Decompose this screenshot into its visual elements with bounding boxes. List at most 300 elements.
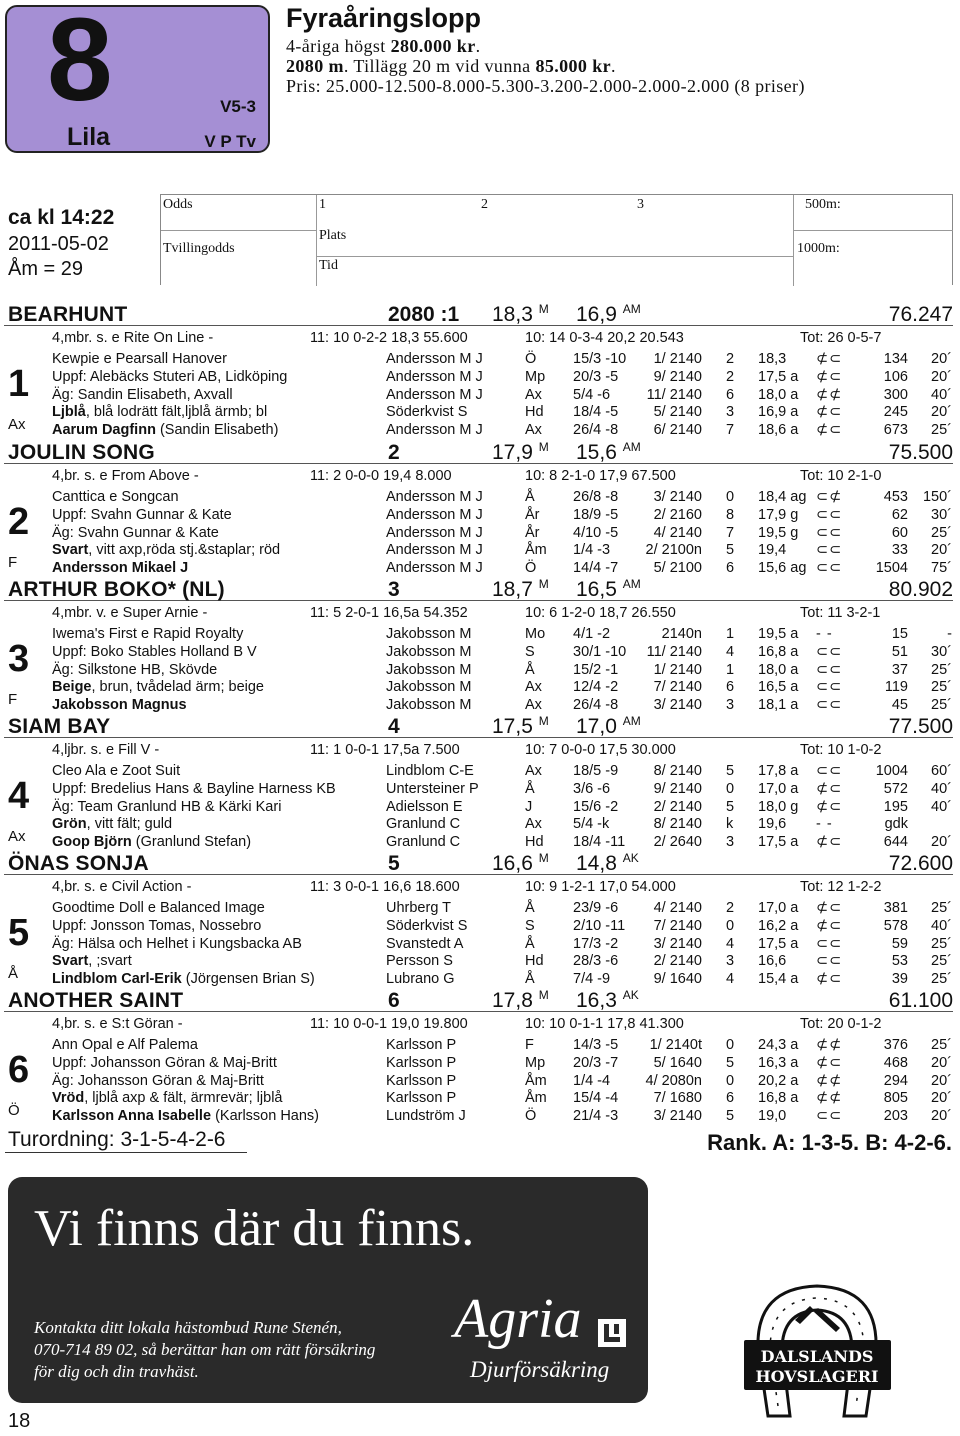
start-time: 18,0 a [758, 387, 799, 403]
start-distance: 3/ 2140 [653, 1108, 702, 1124]
horse-info-line: Iwema's First e Rapid Royalty [52, 626, 244, 642]
horse-stats-row [8, 605, 953, 623]
stats-last-year: 10: 7 0-0-0 17,5 30.000 [525, 742, 676, 758]
past-start-row [8, 404, 953, 422]
start-track: Å [525, 971, 535, 987]
start-track: Ö [525, 560, 537, 576]
start-placement: 5 [726, 763, 735, 779]
start-driver: Lindblom C-E [386, 763, 474, 779]
start-gait: ⊄⊄ [816, 387, 843, 403]
start-gait: ⊂⊂ [816, 679, 843, 695]
race-condition-2: 2080 m. Tillägg 20 m vid vunna 85.000 kr. [286, 56, 616, 76]
start-placement: 5 [726, 799, 735, 815]
race-title: Fyraåringslopp [286, 3, 482, 33]
start-prize: 25´ [931, 900, 952, 916]
start-gait: ⊄⊂ [816, 971, 843, 987]
start-gait: ⊂⊂ [816, 953, 843, 969]
start-odds: 45 [891, 697, 908, 713]
past-start-row [8, 1108, 953, 1126]
start-odds: 106 [883, 369, 908, 385]
race-condition-1: 4-åriga högst 280.000 kr. [286, 36, 481, 56]
start-track: Å [525, 781, 535, 797]
start-date: 15/3 -10 [573, 351, 627, 367]
place-1-label: 1 [319, 197, 326, 212]
start-number: 5 [8, 912, 30, 954]
start-number: 1 [8, 363, 30, 405]
start-distance: 9/ 2140 [653, 369, 702, 385]
start-date: 1/4 -4 [573, 1073, 611, 1089]
start-prize: 25´ [931, 662, 952, 678]
start-prize: 25´ [931, 525, 952, 541]
start-odds: 381 [883, 900, 908, 916]
start-distance: 3/ 2140 [653, 489, 702, 505]
past-start-row [8, 900, 953, 918]
start-odds: 62 [891, 507, 908, 523]
start-track: F [525, 1037, 534, 1053]
past-start-row [8, 936, 953, 954]
horse-info-line: Uppf: Boko Stables Holland B V [52, 644, 257, 660]
start-odds: gdk [884, 816, 908, 832]
start-driver: Andersson M J [386, 387, 483, 403]
start-placement: 4 [726, 644, 735, 660]
start-odds: 51 [891, 644, 908, 660]
race-code: V5-3 [220, 97, 256, 116]
shoe-code: Ax [8, 416, 26, 433]
horse-info-line: Ljblå, blå lodrätt fält,ljblå ärmb; bl [52, 404, 268, 420]
start-prize: 25´ [931, 953, 952, 969]
start-time: 18,0 g [758, 799, 799, 815]
horse-earnings: 77.500 [888, 715, 953, 738]
start-odds: 673 [883, 422, 908, 438]
start-prize: 20´ [931, 404, 952, 420]
past-start-row [8, 644, 953, 662]
start-distance: 8/ 2140 [653, 816, 702, 832]
start-distance: 11/ 2140 [646, 644, 702, 660]
start-gait: ⊄⊂ [816, 799, 843, 815]
start-placement: 6 [726, 679, 735, 695]
horse-record-2: 15,6 $^{AM}$ [576, 440, 641, 464]
start-track: S [525, 918, 535, 934]
horse-entry [8, 989, 953, 1123]
start-track: Ax [525, 387, 542, 403]
race-color: Lila [67, 123, 111, 151]
start-distance: 6/ 2140 [653, 422, 702, 438]
start-placement: 0 [726, 1073, 735, 1089]
logo-text-1: DALSLANDS [760, 1347, 874, 1366]
start-driver: Uhrberg T [386, 900, 452, 916]
start-prize: 25´ [931, 697, 952, 713]
start-placement: 4 [726, 936, 735, 952]
plats-label: Plats [319, 228, 347, 243]
horse-name: SIAM BAY [8, 715, 111, 738]
horse-info-line: Äg: Team Granlund HB & Kärki Kari [52, 799, 282, 815]
start-driver: Lubrano G [386, 971, 455, 987]
start-gait: ⊄⊄ [816, 1037, 843, 1053]
start-driver: Jakobsson M [386, 697, 472, 713]
start-time: 16,6 [758, 953, 787, 969]
start-date: 3/6 -6 [573, 781, 611, 797]
start-prize: 20´ [931, 1090, 952, 1106]
start-odds: 578 [883, 918, 908, 934]
start-placement: 6 [726, 387, 735, 403]
ad-slogan: Vi finns där du finns. [34, 1200, 475, 1257]
start-gait: ⊄⊂ [816, 422, 843, 438]
start-date: 18/4 -11 [573, 834, 626, 850]
start-placement: 5 [726, 1108, 735, 1124]
start-odds: 33 [891, 542, 908, 558]
start-driver: Söderkvist S [386, 404, 468, 420]
agria-logo-subtitle: Djurförsäkring [470, 1357, 610, 1382]
start-prize: 25´ [931, 1037, 952, 1053]
past-start-row [8, 679, 953, 697]
start-date: 18/9 -5 [573, 507, 619, 523]
start-prize: 40´ [931, 799, 952, 815]
start-placement: k [726, 816, 734, 832]
start-driver: Andersson M J [386, 560, 483, 576]
start-time: 24,3 a [758, 1037, 799, 1053]
past-start-row [8, 662, 953, 680]
start-time: 16,2 a [758, 918, 799, 934]
start-gait: ⊄⊂ [816, 1055, 843, 1071]
odds-grid [160, 194, 953, 285]
horse-record-2: 16,3 $^{AK}$ [576, 988, 639, 1012]
start-distance: 7/ 2140 [653, 918, 702, 934]
start-track: Mp [525, 369, 546, 385]
horse-info-line: Uppf: Alebäcks Stuteri AB, Lidköping [52, 369, 288, 385]
start-placement: 1 [726, 626, 735, 642]
horse-record-1: 17,9 $^M$ [492, 440, 549, 464]
start-distance: 9/ 1640 [653, 971, 702, 987]
start-prize: 30´ [931, 507, 952, 523]
start-date: 7/4 -9 [573, 971, 611, 987]
start-track: Mp [525, 1055, 546, 1071]
start-gait: ⊂⊂ [816, 662, 843, 678]
race-bet-types: V P Tv [204, 132, 256, 151]
start-date: 26/4 -8 [573, 697, 619, 713]
start-time: 17,5 a [758, 834, 799, 850]
start-prize: 75´ [931, 560, 952, 576]
tid-label: Tid [319, 258, 338, 273]
start-odds: 572 [883, 781, 908, 797]
start-gait: ⊄⊂ [816, 369, 843, 385]
start-distance: 5/ 2100 [653, 560, 702, 576]
start-gait: ⊂⊂ [816, 644, 843, 660]
past-start-row [8, 971, 953, 989]
start-odds: 53 [891, 953, 908, 969]
odds-label: Odds [163, 197, 193, 212]
horse-distance: 2 [388, 441, 400, 464]
past-start-row [8, 542, 953, 560]
start-time: 16,3 a [758, 1055, 799, 1071]
stats-current-year: 11: 2 0-0-0 19,4 8.000 [310, 468, 452, 484]
start-date: 26/4 -8 [573, 422, 619, 438]
start-time: 16,9 a [758, 404, 799, 420]
ranking: Rank. A: 1-3-5. B: 4-2-6. [707, 1130, 952, 1155]
start-track: Åm [525, 1090, 547, 1106]
race-date: 2011-05-02 [8, 233, 109, 255]
horse-info-line: Cleo Ala e Zoot Suit [52, 763, 181, 779]
start-driver: Karlsson P [386, 1037, 457, 1053]
horse-entry [8, 441, 953, 575]
horse-info-line: Äg: Svahn Gunnar & Kate [52, 525, 219, 541]
start-date: 21/4 -3 [573, 1108, 619, 1124]
horse-info-line: Andersson Mikael J [52, 560, 189, 576]
stats-last-year: 10: 8 2-1-0 17,9 67.500 [525, 468, 676, 484]
horse-info-line: Beige, brun, tvådelad ärm; beige [52, 679, 264, 695]
start-placement: 5 [726, 542, 735, 558]
horse-info-line: Svart, vitt axp,röda stj.&staplar; röd [52, 542, 281, 558]
start-odds: 134 [883, 351, 908, 367]
start-distance: 2/ 2100n [645, 542, 702, 558]
start-placement: 3 [726, 953, 735, 969]
start-placement: 1 [726, 662, 735, 678]
past-start-row [8, 626, 953, 644]
horse-entry [8, 715, 953, 849]
start-prize: 150´ [922, 489, 952, 505]
start-driver: Söderkvist S [386, 918, 468, 934]
start-gait: ⊂⊂ [816, 507, 843, 523]
start-number: 3 [8, 638, 30, 680]
start-time: 17,9 g [758, 507, 799, 523]
start-odds: 453 [883, 489, 908, 505]
start-time: 19,5 a [758, 626, 799, 642]
past-start-row [8, 953, 953, 971]
start-placement: 7 [726, 422, 735, 438]
start-driver: Untersteiner P [386, 781, 479, 797]
start-date: 15/2 -1 [573, 662, 619, 678]
start-time: 19,0 [758, 1108, 787, 1124]
horse-distance: 4 [388, 715, 400, 738]
start-distance: 8/ 2140 [653, 763, 702, 779]
ad-contact-text: Kontakta ditt lokala hästombud Rune Stenén, 070-714 89 02, så berättar han om rätt försäkring för dig och din travhäst. [34, 1318, 376, 1381]
shoe-code: F [8, 554, 18, 571]
shoe-code: Ax [8, 828, 26, 845]
start-odds: 300 [883, 387, 908, 403]
start-placement: 0 [726, 489, 735, 505]
start-date: 4/10 -5 [573, 525, 619, 541]
horse-entry [8, 852, 953, 986]
race-number-box [5, 0, 270, 153]
start-gait: ⊂⊄ [816, 489, 843, 505]
start-time: 15,4 a [758, 971, 799, 987]
stats-last-year: 10: 14 0-3-4 20,2 20.543 [525, 330, 684, 346]
start-prize: 25´ [931, 422, 952, 438]
start-odds: 805 [883, 1090, 908, 1106]
past-start-row [8, 799, 953, 817]
start-time: 17,0 a [758, 900, 799, 916]
start-time: 18,1 a [758, 697, 799, 713]
start-prize: - [947, 626, 952, 642]
past-start-row [8, 1073, 953, 1091]
horse-name: ÖNAS SONJA [8, 852, 149, 875]
start-placement: 2 [726, 351, 735, 367]
start-track: Åm [525, 1073, 547, 1089]
start-track: Åm [525, 542, 547, 558]
start-driver: Granlund C [386, 834, 461, 850]
start-gait: ⊄⊄ [816, 1090, 843, 1106]
horse-stats-row [8, 468, 953, 486]
start-time: 16,8 a [758, 644, 799, 660]
start-prize: 20´ [931, 1108, 952, 1124]
shoe-code: Ö [8, 1102, 20, 1119]
horse-stats-row [8, 879, 953, 897]
start-date: 20/3 -7 [573, 1055, 619, 1071]
start-track: Ax [525, 679, 542, 695]
start-date: 17/3 -2 [573, 936, 619, 952]
hovslageri-logo [740, 1278, 895, 1423]
start-distance: 2/ 2140 [653, 953, 702, 969]
horse-distance: 5 [388, 852, 400, 875]
start-driver: Persson S [386, 953, 453, 969]
start-track: Å [525, 900, 535, 916]
start-prize: 20´ [931, 369, 952, 385]
race-prizes: Pris: 25.000-12.500-8.000-5.300-3.200-2.000-2.000-2.000 (8 priser) [286, 76, 805, 96]
horse-name: ARTHUR BOKO* (NL) [8, 578, 225, 601]
start-prize: 30´ [931, 644, 952, 660]
past-start-row [8, 525, 953, 543]
start-time: 19,4 [758, 542, 787, 558]
start-prize: 25´ [931, 971, 952, 987]
shoe-code: F [8, 691, 18, 708]
start-distance: 1/ 2140 [653, 662, 702, 678]
start-odds: 468 [883, 1055, 908, 1071]
past-start-row [8, 763, 953, 781]
start-distance: 2/ 2640 [653, 834, 702, 850]
start-gait: ⊂⊂ [816, 763, 843, 779]
start-odds: 294 [883, 1073, 908, 1089]
past-start-row [8, 489, 953, 507]
page-number: 18 [8, 1410, 31, 1432]
start-number: 6 [8, 1049, 30, 1091]
start-date: 23/9 -6 [573, 900, 619, 916]
horse-info-line: Aarum Dagfinn (Sandin Elisabeth) [52, 422, 279, 438]
start-placement: 8 [726, 507, 735, 523]
horse-name: ANOTHER SAINT [8, 989, 184, 1012]
start-driver: Jakobsson M [386, 679, 472, 695]
pedigree: 4,mbr. v. e Super Arnie - [52, 605, 208, 621]
start-odds: 59 [891, 936, 908, 952]
start-distance: 2140n [661, 626, 702, 642]
stats-total: Tot: 26 0-5-7 [800, 330, 882, 346]
stats-last-year: 10: 10 0-1-1 17,8 41.300 [525, 1016, 684, 1032]
split-1000-label: 1000m: [797, 241, 840, 256]
start-odds: 1004 [875, 763, 908, 779]
start-odds: 245 [883, 404, 908, 420]
start-odds: 203 [883, 1108, 908, 1124]
start-date: 28/3 -6 [573, 953, 619, 969]
start-track: Å [525, 489, 535, 505]
start-distance: 4/ 2080n [645, 1073, 702, 1089]
agria-logo-icon [598, 1319, 626, 1347]
start-time: 19,6 [758, 816, 787, 832]
start-driver: Andersson M J [386, 422, 483, 438]
start-number: 2 [8, 501, 30, 543]
start-driver: Adielsson E [386, 799, 463, 815]
horse-info-line: Goodtime Doll e Balanced Image [52, 900, 265, 916]
horse-stats-row [8, 742, 953, 760]
stats-current-year: 11: 3 0-0-1 16,6 18.600 [310, 879, 460, 895]
start-gait: ⊂⊂ [816, 936, 843, 952]
past-start-row [8, 507, 953, 525]
start-gait: ⊂⊂ [816, 542, 843, 558]
start-distance: 2/ 2160 [653, 507, 702, 523]
start-placement: 3 [726, 834, 735, 850]
split-500-label: 500m: [805, 197, 841, 212]
start-gait: ⊄⊂ [816, 781, 843, 797]
horse-earnings: 76.247 [888, 303, 953, 326]
horse-info-line: Äg: Sandin Elisabeth, Axvall [52, 387, 233, 403]
start-placement: 2 [726, 369, 735, 385]
start-odds: 376 [883, 1037, 908, 1053]
start-prize: 20´ [931, 542, 952, 558]
start-driver: Andersson M J [386, 369, 483, 385]
start-track: Ax [525, 697, 542, 713]
start-date: 12/4 -2 [573, 679, 619, 695]
horse-name: JOULIN SONG [8, 441, 155, 464]
horse-info-line: Äg: Johansson Göran & Maj-Britt [52, 1073, 264, 1089]
horse-earnings: 72.600 [888, 852, 953, 875]
stats-current-year: 11: 10 0-2-2 18,3 55.600 [310, 330, 468, 346]
past-start-row [8, 560, 953, 578]
horse-info-line: Äg: Hälsa och Helhet i Kungsbacka AB [52, 936, 302, 952]
start-time: 18,6 a [758, 422, 799, 438]
start-driver: Karlsson P [386, 1090, 457, 1106]
start-order-underline [5, 1152, 247, 1153]
start-driver: Andersson M J [386, 489, 483, 505]
start-distance: 9/ 2140 [653, 781, 702, 797]
pedigree: 4,mbr. s. e Rite On Line - [52, 330, 214, 346]
start-odds: 39 [891, 971, 908, 987]
start-date: 5/4 -k [573, 816, 610, 832]
start-odds: 1504 [875, 560, 908, 576]
stats-current-year: 11: 1 0-0-1 17,5a 7.500 [310, 742, 460, 758]
start-time: 15,6 ag [758, 560, 807, 576]
track-value: Åm = 29 [8, 258, 84, 280]
start-gait: ⊂⊂ [816, 560, 843, 576]
horse-info-line: Goop Björn (Granlund Stefan) [52, 834, 252, 850]
start-odds: 119 [884, 679, 908, 695]
horse-record-2: 16,5 $^{AM}$ [576, 577, 641, 601]
start-distance: 3/ 2140 [653, 697, 702, 713]
start-distance: 3/ 2140 [653, 936, 702, 952]
start-order: Turordning: 3-1-5-4-2-6 [8, 1128, 226, 1151]
start-gait: ⊂⊂ [816, 697, 843, 713]
horse-record-1: 17,8 $^M$ [492, 988, 549, 1012]
start-gait: ⊄⊄ [816, 1073, 843, 1089]
start-time: 18,3 [758, 351, 787, 367]
horse-info-line: Uppf: Svahn Gunnar & Kate [52, 507, 232, 523]
start-time: 20,2 a [758, 1073, 799, 1089]
start-gait: ⊄⊂ [816, 404, 843, 420]
horse-record-1: 16,6 $^M$ [492, 851, 549, 875]
past-start-row [8, 387, 953, 405]
horse-earnings: 61.100 [888, 989, 953, 1012]
start-track: Hd [525, 953, 544, 969]
logo-text-2: HOVSLAGERI [755, 1367, 879, 1386]
start-driver: Svanstedt A [386, 936, 464, 952]
start-placement: 3 [726, 404, 735, 420]
start-distance: 1/ 2140t [649, 1037, 702, 1053]
start-track: Å [525, 936, 535, 952]
start-date: 4/1 -2 [573, 626, 611, 642]
horse-earnings: 75.500 [888, 441, 953, 464]
horse-entry [8, 578, 953, 712]
start-prize: 25´ [931, 679, 952, 695]
stats-last-year: 10: 6 1-2-0 18,7 26.550 [525, 605, 676, 621]
past-start-row [8, 834, 953, 852]
past-start-row [8, 697, 953, 715]
start-time: 17,5 a [758, 936, 799, 952]
